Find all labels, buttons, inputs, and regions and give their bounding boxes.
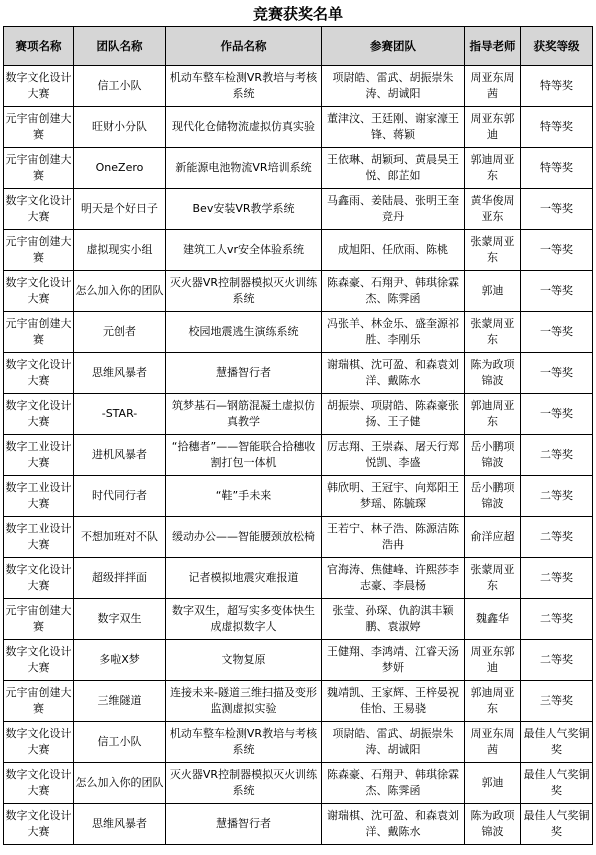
award-rows xyxy=(4,66,593,845)
award-cell: 二等奖 xyxy=(521,435,593,476)
work-cell: “拾穗者”——智能联合拾穗收割打包一体机 xyxy=(166,435,322,476)
contest-cell: 数字文化设计大赛 xyxy=(4,66,74,107)
team-cell: 虚拟现实小组 xyxy=(74,230,166,271)
award-cell: 一等奖 xyxy=(521,189,593,230)
table-row xyxy=(4,640,593,681)
contest-cell: 数字文化设计大赛 xyxy=(4,722,74,763)
work-cell: 连接未来-隧道三维扫描及变形监测虚拟实验 xyxy=(166,681,322,722)
award-cell: 特等奖 xyxy=(521,148,593,189)
table-row xyxy=(4,312,593,353)
members-cell: 马鑫雨、姜陆晨、张明王奎竞丹 xyxy=(322,189,465,230)
award-cell: 二等奖 xyxy=(521,599,593,640)
award-cell: 二等奖 xyxy=(521,640,593,681)
header-advisor: 指导老师 xyxy=(465,27,521,66)
table-row xyxy=(4,107,593,148)
work-cell: 建筑工人vr安全体验系统 xyxy=(166,230,322,271)
advisor-cell: 周亚东郭迪 xyxy=(465,107,521,148)
award-cell: 三等奖 xyxy=(521,681,593,722)
work-cell: 现代化仓储物流虚拟仿真实验 xyxy=(166,107,322,148)
awards-table xyxy=(3,26,593,845)
table-row xyxy=(4,517,593,558)
contest-cell: 数字文化设计大赛 xyxy=(4,558,74,599)
award-cell: 二等奖 xyxy=(521,476,593,517)
award-cell: 一等奖 xyxy=(521,271,593,312)
contest-cell: 元宇宙创建大赛 xyxy=(4,681,74,722)
table-row xyxy=(4,353,593,394)
work-cell: Bev安装VR教学系统 xyxy=(166,189,322,230)
members-cell: 王若宁、林子浩、陈源洁陈浩冉 xyxy=(322,517,465,558)
contest-cell: 数字文化设计大赛 xyxy=(4,271,74,312)
contest-cell: 数字工业设计大赛 xyxy=(4,476,74,517)
advisor-cell: 郭迪 xyxy=(465,763,521,804)
team-cell: 旺财小分队 xyxy=(74,107,166,148)
team-cell: -STAR- xyxy=(74,394,166,435)
work-cell: 慧播智行者 xyxy=(166,353,322,394)
award-cell: 特等奖 xyxy=(521,66,593,107)
contest-cell: 元宇宙创建大赛 xyxy=(4,599,74,640)
contest-cell: 数字文化设计大赛 xyxy=(4,189,74,230)
award-cell: 最佳人气奖铜奖 xyxy=(521,722,593,763)
contest-cell: 元宇宙创建大赛 xyxy=(4,312,74,353)
team-cell: 信工小队 xyxy=(74,66,166,107)
contest-cell: 数字工业设计大赛 xyxy=(4,435,74,476)
advisor-cell: 郭迪周亚东 xyxy=(465,681,521,722)
header-row xyxy=(4,27,593,66)
table-row xyxy=(4,476,593,517)
work-cell: 数字双生，超写实多变体快生成虚拟数字人 xyxy=(166,599,322,640)
table-row xyxy=(4,148,593,189)
contest-cell: 元宇宙创建大赛 xyxy=(4,148,74,189)
contest-cell: 数字文化设计大赛 xyxy=(4,394,74,435)
header-team: 团队名称 xyxy=(74,27,166,66)
contest-cell: 数字文化设计大赛 xyxy=(4,804,74,845)
table-row xyxy=(4,230,593,271)
table-row xyxy=(4,681,593,722)
table-row xyxy=(4,558,593,599)
team-cell: 怎么加入你的团队 xyxy=(74,271,166,312)
team-cell: 数字双生 xyxy=(74,599,166,640)
award-cell: 最佳人气奖铜奖 xyxy=(521,763,593,804)
team-cell: 超级拌拌面 xyxy=(74,558,166,599)
header-award: 获奖等级 xyxy=(521,27,593,66)
work-cell: 筑梦基石—钢筋混凝土虚拟仿真教学 xyxy=(166,394,322,435)
members-cell: 韩欣明、王冠宇、向郑阳王梦瑶、陈毓琛 xyxy=(322,476,465,517)
team-cell: 多啦X梦 xyxy=(74,640,166,681)
team-cell: 明天是个好日子 xyxy=(74,189,166,230)
members-cell: 冯张羊、林金乐、盛奎源祁胜、李刚乐 xyxy=(322,312,465,353)
work-cell: 灭火器VR控制器模拟灭火训练系统 xyxy=(166,271,322,312)
members-cell: 陈森豪、石翔尹、韩琪徐霖杰、陈霁函 xyxy=(322,271,465,312)
table-row xyxy=(4,394,593,435)
table-row xyxy=(4,763,593,804)
contest-cell: 数字文化设计大赛 xyxy=(4,763,74,804)
work-cell: 记者模拟地震灾难报道 xyxy=(166,558,322,599)
members-cell: 官海涛、焦健峰、许熙莎李志豪、李晨杨 xyxy=(322,558,465,599)
work-cell: 机动车整车检测VR教培与考核系统 xyxy=(166,66,322,107)
team-cell: 元创者 xyxy=(74,312,166,353)
advisor-cell: 黄华俊周亚东 xyxy=(465,189,521,230)
advisor-cell: 周亚东周茜 xyxy=(465,722,521,763)
advisor-cell: 郭迪周亚东 xyxy=(465,148,521,189)
members-cell: 厉志翔、王崇森、屠天行郑悦凯、李盛 xyxy=(322,435,465,476)
work-cell: 机动车整车检测VR教培与考核系统 xyxy=(166,722,322,763)
award-cell: 二等奖 xyxy=(521,517,593,558)
work-cell: 新能源电池物流VR培训系统 xyxy=(166,148,322,189)
advisor-cell: 岳小鹏项锦波 xyxy=(465,435,521,476)
work-cell: 慧播智行者 xyxy=(166,804,322,845)
contest-cell: 元宇宙创建大赛 xyxy=(4,107,74,148)
contest-cell: 元宇宙创建大赛 xyxy=(4,230,74,271)
advisor-cell: 张蒙周亚东 xyxy=(465,558,521,599)
members-cell: 谢瑞棋、沈可盈、和森袁刘洋、戴陈水 xyxy=(322,353,465,394)
members-cell: 胡振崇、项尉皓、陈森豪张扬、王子健 xyxy=(322,394,465,435)
members-cell: 项尉皓、雷武、胡振崇朱涛、胡诚阳 xyxy=(322,722,465,763)
award-cell: 特等奖 xyxy=(521,107,593,148)
page-title: 竞赛获奖名单 xyxy=(252,5,343,23)
advisor-cell: 陈为政项锦波 xyxy=(465,353,521,394)
table-row xyxy=(4,435,593,476)
team-cell: 思维风暴者 xyxy=(74,804,166,845)
members-cell: 谢瑞棋、沈可盈、和森袁刘洋、戴陈水 xyxy=(322,804,465,845)
award-cell: 一等奖 xyxy=(521,312,593,353)
members-cell: 成旭阳、任欣雨、陈桃 xyxy=(322,230,465,271)
members-cell: 张莹、孙琛、仇韵淇丰颖鹏、袁淑婷 xyxy=(322,599,465,640)
advisor-cell: 魏鑫华 xyxy=(465,599,521,640)
members-cell: 陈森豪、石翔尹、韩琪徐霖杰、陈霁函 xyxy=(322,763,465,804)
advisor-cell: 周亚东郭迪 xyxy=(465,640,521,681)
work-cell: 灭火器VR控制器模拟灭火训练系统 xyxy=(166,763,322,804)
award-cell: 一等奖 xyxy=(521,230,593,271)
award-cell: 二等奖 xyxy=(521,558,593,599)
advisor-cell: 郭迪 xyxy=(465,271,521,312)
header-members: 参赛团队 xyxy=(322,27,465,66)
award-cell: 一等奖 xyxy=(521,394,593,435)
table-row xyxy=(4,722,593,763)
team-cell: 时代同行者 xyxy=(74,476,166,517)
table-row xyxy=(4,66,593,107)
team-cell: 进机风暴者 xyxy=(74,435,166,476)
advisor-cell: 张蒙周亚东 xyxy=(465,230,521,271)
header-work: 作品名称 xyxy=(166,27,322,66)
advisor-cell: 周亚东周茜 xyxy=(465,66,521,107)
contest-cell: 数字文化设计大赛 xyxy=(4,353,74,394)
table-row xyxy=(4,599,593,640)
members-cell: 王依琳、胡颖珂、黄晨昊王悦、郎芷如 xyxy=(322,148,465,189)
table-row xyxy=(4,189,593,230)
team-cell: 不想加班对不队 xyxy=(74,517,166,558)
members-cell: 王健翔、李鸿靖、江睿天汤梦妍 xyxy=(322,640,465,681)
work-cell: “鞋”手未来 xyxy=(166,476,322,517)
advisor-cell: 岳小鹏项锦波 xyxy=(465,476,521,517)
team-cell: 信工小队 xyxy=(74,722,166,763)
award-cell: 最佳人气奖铜奖 xyxy=(521,804,593,845)
work-cell: 缓动办公——智能腰颈放松椅 xyxy=(166,517,322,558)
advisor-cell: 张蒙周亚东 xyxy=(465,312,521,353)
team-cell: 怎么加入你的团队 xyxy=(74,763,166,804)
team-cell: OneZero xyxy=(74,148,166,189)
award-cell: 一等奖 xyxy=(521,353,593,394)
team-cell: 三维隧道 xyxy=(74,681,166,722)
work-cell: 文物复原 xyxy=(166,640,322,681)
members-cell: 董津汶、王廷刚、谢家濠王锋、蒋颖 xyxy=(322,107,465,148)
header-contest: 赛项名称 xyxy=(4,27,74,66)
advisor-cell: 俞洋应超 xyxy=(465,517,521,558)
members-cell: 魏靖凯、王家辉、王梓晏祝佳怡、王易骁 xyxy=(322,681,465,722)
table-row xyxy=(4,271,593,312)
contest-cell: 数字文化设计大赛 xyxy=(4,640,74,681)
work-cell: 校园地震逃生演练系统 xyxy=(166,312,322,353)
advisor-cell: 陈为政项锦波 xyxy=(465,804,521,845)
advisor-cell: 郭迪周亚东 xyxy=(465,394,521,435)
team-cell: 思维风暴者 xyxy=(74,353,166,394)
table-row xyxy=(4,804,593,845)
contest-cell: 数字工业设计大赛 xyxy=(4,517,74,558)
members-cell: 项尉皓、雷武、胡振崇朱涛、胡诚阳 xyxy=(322,66,465,107)
